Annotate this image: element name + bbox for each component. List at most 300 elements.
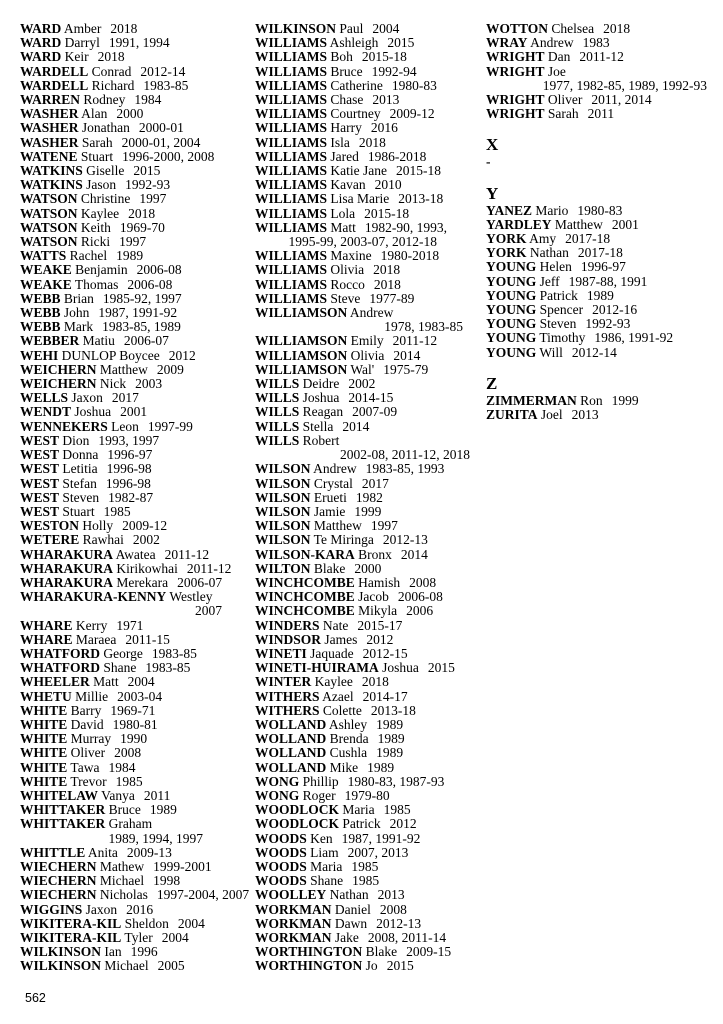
entry-surname: WARD [20,49,62,65]
entry-years: 2018 [110,21,138,36]
entry-years: 1980-83 [577,202,623,218]
index-entry [20,761,250,775]
entry-surname: YOUNG [486,316,537,332]
entry-surname: WRIGHT [486,49,545,65]
index-entry [255,888,485,902]
index-entry [255,931,485,945]
entry-given-name: Matthew [96,361,148,377]
entry-surname: WOTTON [486,21,549,36]
entry-surname: WITHERS [255,702,320,718]
entry-surname: WRIGHT [486,92,545,108]
index-entry [20,789,250,803]
index-entry [486,317,716,331]
entry-years: 2004 [177,915,205,931]
entry-given-name: Shane [100,660,137,676]
index-entry [255,79,485,93]
section-spacer [486,170,716,184]
index-entry [486,36,716,50]
entry-surname: WINCHCOMBE [255,603,355,619]
entry-years: 1993, 1997 [98,432,160,448]
entry-years: 2010 [374,177,402,193]
entry-given-name: Stuart [59,503,95,519]
entry-years: 2009-13 [126,844,172,860]
entry-given-name: Keir [61,49,89,65]
index-entry [20,931,250,945]
index-entry [255,221,485,235]
entry-surname: WEAKE [20,276,72,292]
entry-surname: WORKMAN [255,901,332,917]
entry-surname: WEAKE [20,262,72,278]
entry-given-name: James [321,631,358,647]
entry-given-name: Maria [306,858,343,874]
entry-surname: WHITTLE [20,844,86,860]
index-entry [255,121,485,135]
entry-given-name: Katie Jane [327,163,387,179]
entry-years: 1996-97 [107,447,153,463]
entry-years: 2015 [386,958,414,974]
entry-given-name: Lisa Marie [327,191,390,207]
entry-surname: WHARAKURA [20,560,113,576]
index-entry [255,107,485,121]
entry-surname: WENDT [20,404,72,420]
entry-surname: WILLIAMSON [255,361,348,377]
index-entry [255,93,485,107]
entry-surname: WORTHINGTON [255,958,363,974]
entry-years: 1986, 1991-92 [594,330,674,346]
entry-surname: WILLIAMS [255,191,328,207]
index-entry [255,164,485,178]
entry-given-name: Jared [327,148,359,164]
index-entry [20,263,250,277]
index-entry [20,533,250,547]
entry-surname: WINDSOR [255,631,322,647]
entry-years: 2004 [127,674,155,690]
entry-given-name: Daniel [331,901,371,917]
entry-given-name: DUNLOP Boycee [58,347,160,363]
entry-years: 2011-12 [164,546,210,562]
index-entry [20,959,250,973]
entry-given-name: Blake [362,944,398,960]
entry-years: 2013 [372,92,400,108]
entry-years: 2018 [373,262,401,278]
entry-years: 1983-85, 1989 [102,319,181,335]
entry-years: 2013-18 [370,702,416,718]
entry-surname: WILLS [255,376,300,392]
index-entry [255,775,485,789]
entry-surname: WIECHERN [20,873,97,889]
index-entry [255,505,485,519]
entry-given-name: Phillip [299,773,339,789]
entry-years: 2012 [168,347,196,363]
entry-years: 2017 [361,475,389,491]
index-entry [20,278,250,292]
index-entry [255,249,485,263]
entry-surname: WHATFORD [20,660,100,676]
entry-given-name: Rocco [327,276,365,292]
entry-given-name: Cushla [326,745,368,761]
entry-surname: WILLIAMSON [255,333,348,349]
entry-given-name: Matthew [551,216,603,232]
entry-surname: WILLIAMS [255,276,328,292]
entry-given-name: Nick [96,376,127,392]
entry-given-name: Michael [96,873,145,889]
index-entry [486,275,716,289]
entry-surname: WEICHERN [20,361,97,377]
index-entry [255,65,485,79]
entry-years: 1983-85 [145,660,191,676]
entry-given-name: Conrad [88,63,132,79]
entry-years: 2008 [114,745,142,761]
entry-years: 1969-70 [119,219,165,235]
entry-surname: WILLIAMS [255,106,328,122]
entry-given-name: Joshua [299,390,340,406]
index-entry [20,22,250,36]
entry-surname: WOOLLEY [255,887,327,903]
entry-surname: WILLIAMS [255,120,328,136]
entry-given-name: Amber [61,21,102,36]
entry-surname: WIECHERN [20,887,97,903]
entry-years: 1969-71 [110,702,156,718]
index-entry [255,150,485,164]
section-heading-x: X [486,135,499,155]
entry-surname: YORK [486,245,527,261]
entry-surname: WILKINSON [20,958,102,974]
entry-years: 2015 [387,35,415,51]
entry-years: 2015-18 [361,49,407,65]
entry-given-name: Hamish [354,574,401,590]
index-entry [20,207,250,221]
entry-years: 2011, 2014 [591,92,652,108]
index-entry [20,860,250,874]
entry-given-name: Graham [105,816,153,832]
index-column-2 [255,22,485,974]
entry-surname: WHITTAKER [20,802,106,818]
entry-surname: WOODS [255,858,307,874]
entry-given-name: Chelsea [548,21,595,36]
entry-years: 2011 [143,787,171,803]
index-entry [20,846,250,860]
index-entry [20,65,250,79]
entry-given-name: Oliver [544,92,583,108]
entry-years: 2015 [133,163,161,179]
entry-given-name: Merekara [113,574,169,590]
index-entry [20,917,250,931]
entry-years: 2017 [111,390,139,406]
entry-surname: WHITE [20,716,68,732]
index-entry [20,249,250,263]
page-number: 562 [25,991,46,1005]
entry-given-name: Leon [107,418,139,434]
entry-given-name: Steven [536,316,577,332]
entry-given-name: Benjamin [71,262,128,278]
entry-years: 2006 [406,603,434,619]
entry-surname: WILLIAMS [255,35,328,51]
entry-surname: WHETU [20,688,72,704]
entry-surname: WHEELER [20,674,90,690]
index-entry [20,320,250,334]
entry-years: 1989 [376,716,404,732]
entry-years: 2003 [135,376,163,392]
entry-years: 2015 [427,660,455,676]
entry-years: 1985 [351,858,379,874]
entry-years: 1989 [586,287,614,303]
entry-years: 2006-07 [177,574,223,590]
entry-surname: WENNEKERS [20,418,108,434]
index-entry [255,789,485,803]
index-entry [255,391,485,405]
index-entry [255,761,485,775]
index-entry [20,93,250,107]
entry-given-name: Brenda [326,731,369,747]
entry-surname: YOUNG [486,344,537,360]
index-entry [255,718,485,732]
index-entry [486,331,716,345]
entry-years: 2006-07 [123,333,169,349]
index-entry [486,260,716,274]
entry-given-name: Rodney [80,92,126,108]
entry-given-name: Michael [101,958,149,974]
entry-given-name: Ian [101,944,122,960]
entry-surname: WOODLOCK [255,802,340,818]
index-entry [20,150,250,164]
entry-given-name: Rawhai [79,532,124,548]
entry-surname: WHARE [20,617,73,633]
entry-given-name: Te Miringa [310,532,374,548]
index-entry [20,519,250,533]
entry-given-name: Mathew [96,858,145,874]
entry-years: 2003-04 [117,688,163,704]
entry-surname: WILSON [255,518,311,534]
entry-given-name: Wal' [347,361,375,377]
entry-given-name: Darryl [61,35,100,51]
entry-surname: WILLIAMSON [255,305,348,321]
entry-years: 2018 [603,21,631,36]
index-entry [255,874,485,888]
entry-given-name: Robert [299,432,340,448]
entry-years: 1989 [149,802,177,818]
entry-years: 1983 [582,35,610,51]
entry-surname: WHARAKURA [20,546,113,562]
entry-surname: WONG [255,773,300,789]
index-entry [255,590,485,604]
index-entry [486,65,716,79]
entry-years-continuation: 1989, 1994, 1997 [108,830,203,846]
entry-years: 2011-12 [392,333,438,349]
entry-years: 2018 [97,49,125,65]
index-entry [20,619,250,633]
index-entry [255,462,485,476]
no-entries-dash: - [486,154,491,170]
entry-surname: WATKINS [20,163,83,179]
entry-given-name: Emily [347,333,384,349]
entry-years: 2008 [409,574,437,590]
index-entry [20,306,250,320]
entry-given-name: Stuart [77,148,114,164]
entry-years: 2006-08 [397,589,443,605]
entry-given-name: Stella [299,418,334,434]
entry-surname: WHITTAKER [20,816,106,832]
entry-given-name: Vanya [98,787,135,803]
entry-surname: WIKITERA-KIL [20,915,122,931]
index-entry [20,334,250,348]
entry-years: 2004 [161,930,189,945]
entry-years: 1980-83, 1987-93 [347,773,445,789]
entry-years: 1996 [130,944,158,960]
entry-years: 2014 [393,347,421,363]
entry-years: 2001 [611,216,639,232]
entry-years: 1982-87 [108,489,154,505]
entry-given-name: Alan [78,106,108,122]
entry-years: 1992-94 [371,63,417,79]
entry-surname: WINETI [255,645,307,661]
entry-years: 2015-17 [357,617,403,633]
entry-given-name: Steven [59,489,100,505]
entry-surname: ZURITA [486,407,538,423]
entry-surname: WATSON [20,234,78,250]
index-entry [20,420,250,434]
entry-surname: WEICHERN [20,376,97,392]
entry-given-name: Deidre [299,376,340,392]
index-entry [20,590,250,604]
entry-years: 2018 [128,205,156,221]
index-entry [255,619,485,633]
entry-surname: WEST [20,475,60,491]
entry-given-name: Lola [327,205,356,221]
entry-years: 2006-08 [136,262,182,278]
index-entry [20,945,250,959]
entry-years: 2018 [358,134,386,150]
entry-years: 1985-92, 1997 [102,290,182,306]
entry-years: 1980-83 [391,77,437,93]
entry-years: 1996-2000, 2008 [122,148,215,164]
index-column-1 [20,22,250,974]
index-entry [486,204,716,218]
entry-surname: WORKMAN [255,915,332,931]
entry-surname: WILLIAMS [255,148,328,164]
index-entry [255,959,485,973]
entry-given-name: Andrew [310,461,357,477]
entry-years: 1980-81 [112,716,158,732]
entry-given-name: Anita [85,844,118,860]
index-entry [255,477,485,491]
index-entry [486,22,716,36]
entry-surname: WEBB [20,305,61,321]
entry-given-name: Oliver [67,745,106,761]
index-entry [20,391,250,405]
entry-given-name: Thomas [71,276,119,292]
entry-surname: WILLS [255,404,300,420]
entry-years: 1982-90, 1993, [364,219,448,235]
entry-years: 2007, 2013 [347,844,409,860]
index-entry [20,405,250,419]
index-entry [255,306,485,320]
entry-years: 2015-18 [396,163,441,179]
entry-given-name: Matt [327,219,356,235]
entry-years: 2008 [379,901,407,917]
entry-given-name: Ashleigh [327,35,379,51]
entry-surname: WHITE [20,759,68,775]
entry-given-name: David [67,716,104,732]
entry-surname: WATENE [20,148,78,164]
index-entry [255,22,485,36]
entry-surname: WOODS [255,844,307,860]
entry-years: 2015-18 [364,205,410,221]
entry-surname: YOUNG [486,273,537,289]
index-entry [486,346,716,360]
entry-given-name: Murray [67,731,112,747]
entry-surname: WOLLAND [255,759,327,775]
entry-years: 1980-2018 [380,248,440,264]
entry-years: 1996-98 [106,461,152,477]
entry-years: 1997-99 [147,418,193,434]
index-entry [20,633,250,647]
entry-surname: WATTS [20,248,67,264]
entry-surname: WEST [20,432,60,448]
index-entry [20,732,250,746]
section-spacer [486,121,716,135]
index-entry [20,505,250,519]
entry-given-name: Ashley [326,716,368,732]
entry-surname: WILLIAMS [255,77,328,93]
entry-years: 1999 [611,392,639,408]
entry-surname: WHARAKURA [20,574,113,590]
entry-surname: WATKINS [20,177,83,193]
index-entry [20,491,250,505]
index-entry [20,675,250,689]
entry-given-name: Shane [306,873,344,889]
entry-given-name: Harry [327,120,362,136]
index-entry [255,803,485,817]
entry-given-name: Colette [319,702,362,718]
entry-years: 1999 [354,503,382,519]
index-entry [20,462,250,476]
entry-given-name: Steve [327,290,361,306]
entry-given-name: Ricki [77,234,111,250]
index-entry [20,874,250,888]
entry-surname: WILLIAMSON [255,347,348,363]
entry-given-name: Jeff [536,273,560,289]
index-entry [20,221,250,235]
entry-years: 1992-93 [585,316,631,332]
index-entry [20,448,250,462]
entry-years: 2013 [571,407,599,423]
index-entry [255,548,485,562]
entry-surname: WILLIAMS [255,205,328,221]
entry-surname: WASHER [20,134,79,150]
entry-surname: WILKINSON [20,944,102,960]
entry-given-name: Kaylee [311,674,353,690]
index-entry [20,349,250,363]
entry-given-name: Patrick [339,816,381,832]
entry-given-name: Crystal [310,475,353,491]
entry-given-name: Christine [77,191,131,207]
section-heading-z: Z [486,373,498,393]
index-entry [20,363,250,377]
entry-years: 2018 [373,276,401,292]
entry-given-name: Sarah [78,134,113,150]
entry-years: 2009-12 [389,106,435,122]
entry-surname: WARDELL [20,77,89,93]
entry-years: 1997 [139,191,167,207]
index-entry [486,218,716,232]
entry-surname: WILLIAMS [255,134,328,150]
entry-surname: WILLIAMS [255,163,328,179]
entry-years: 2007-09 [352,404,398,420]
section-spacer [486,360,716,374]
index-entry [255,675,485,689]
entry-given-name: Awatea [113,546,156,562]
index-entry [20,718,250,732]
